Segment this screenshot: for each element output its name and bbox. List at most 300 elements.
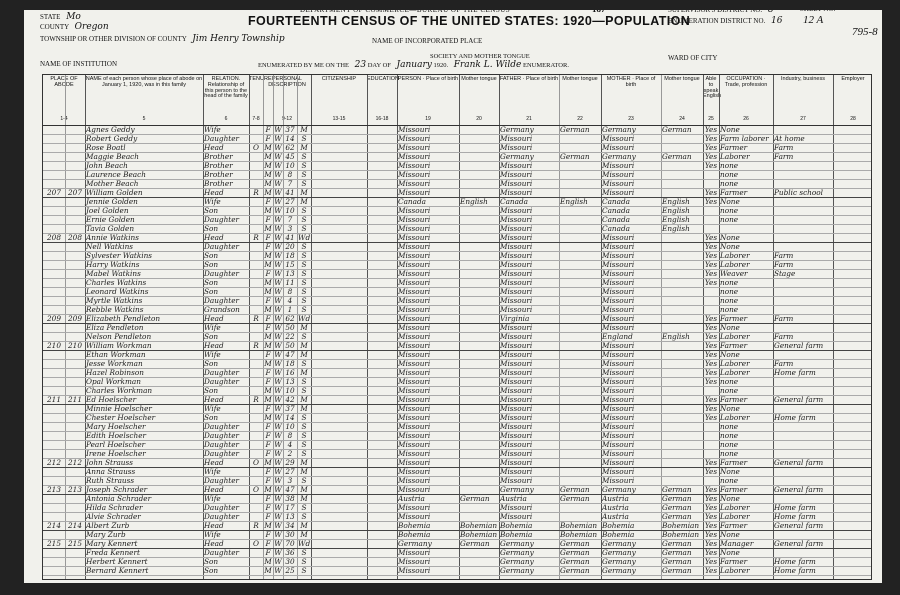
cell-birth: Missouri bbox=[398, 440, 431, 449]
cell-ind bbox=[774, 548, 832, 557]
cell-eng: Yes bbox=[704, 260, 718, 269]
cell-eng bbox=[704, 386, 718, 395]
cell-eng: Yes bbox=[704, 404, 718, 413]
cell-ftongue bbox=[560, 431, 600, 440]
cell-birth: Missouri bbox=[398, 503, 431, 512]
cell-ind bbox=[774, 377, 832, 386]
cell-ind: General farm bbox=[774, 539, 824, 548]
cell-ten: O bbox=[253, 458, 259, 467]
column-header: Employer bbox=[841, 76, 865, 82]
cell-name: Pearl Hoelscher bbox=[86, 440, 146, 449]
cell-occ bbox=[720, 224, 772, 233]
cell-sex: M bbox=[264, 224, 272, 233]
cell-age: 8 bbox=[287, 431, 293, 440]
cell-eng: Yes bbox=[704, 152, 718, 161]
cell-fm bbox=[66, 143, 84, 152]
cell-age: 27 bbox=[285, 467, 295, 476]
cell-age: 10 bbox=[285, 206, 295, 215]
cell-mtongue bbox=[662, 368, 702, 377]
table-row bbox=[43, 305, 873, 314]
cell-ms: S bbox=[301, 260, 307, 269]
cell-occ: Laborer bbox=[720, 413, 750, 422]
cell-name: Eliza Pendleton bbox=[86, 323, 144, 332]
cell-ftongue bbox=[560, 224, 600, 233]
cell-rel: Daughter bbox=[204, 476, 240, 485]
cell-ms: M bbox=[300, 530, 308, 539]
table-row bbox=[43, 206, 873, 215]
cell-mtongue bbox=[662, 377, 702, 386]
cell-ind: Public school bbox=[774, 188, 824, 197]
table-row bbox=[43, 260, 873, 269]
state-label: STATE bbox=[40, 13, 61, 21]
cell-fm: 211 bbox=[68, 395, 82, 404]
table-row bbox=[43, 224, 873, 233]
cell-ind bbox=[774, 431, 832, 440]
cell-dw bbox=[44, 224, 64, 233]
cell-fm bbox=[66, 359, 84, 368]
cell-fbirth: Missouri bbox=[500, 395, 533, 404]
cell-ms: S bbox=[301, 179, 307, 188]
cell-ten bbox=[250, 161, 262, 170]
cell-fm bbox=[66, 206, 84, 215]
cell-ten: R bbox=[253, 314, 259, 323]
cell-birth: Missouri bbox=[398, 476, 431, 485]
cell-tongue bbox=[460, 485, 498, 494]
cell-fbirth: Germany bbox=[500, 125, 534, 134]
cell-ftongue: German bbox=[560, 539, 590, 548]
cell-eng: Yes bbox=[704, 467, 718, 476]
cell-ten: R bbox=[253, 341, 259, 350]
cell-mbirth: Missouri bbox=[602, 467, 635, 476]
cell-ind bbox=[774, 350, 832, 359]
cell-race: W bbox=[274, 404, 282, 413]
cell-eng: Yes bbox=[704, 341, 718, 350]
cell-age: 27 bbox=[285, 197, 295, 206]
cell-dw bbox=[44, 269, 64, 278]
cell-rel: Daughter bbox=[204, 215, 240, 224]
cell-rel: Head bbox=[204, 539, 224, 548]
cell-dw bbox=[44, 242, 64, 251]
cell-fbirth: Germany bbox=[500, 152, 534, 161]
cell-occ: None bbox=[720, 233, 740, 242]
cell-fbirth: Missouri bbox=[500, 161, 533, 170]
cell-birth: Missouri bbox=[398, 431, 431, 440]
county-label: COUNTY bbox=[40, 23, 69, 31]
cell-dw bbox=[44, 548, 64, 557]
cell-birth: Germany bbox=[398, 539, 432, 548]
cell-ms: M bbox=[300, 494, 308, 503]
cell-fbirth: Missouri bbox=[500, 332, 533, 341]
cell-ind bbox=[774, 404, 832, 413]
county-field bbox=[40, 22, 109, 32]
cell-dw bbox=[44, 332, 64, 341]
cell-sex: F bbox=[265, 296, 271, 305]
cell-dw bbox=[44, 161, 64, 170]
cell-race: W bbox=[274, 557, 282, 566]
cell-ten bbox=[250, 476, 262, 485]
cell-eng: Yes bbox=[704, 494, 718, 503]
cell-ms: S bbox=[301, 170, 307, 179]
cell-rel: Son bbox=[204, 278, 219, 287]
cell-ten bbox=[250, 134, 262, 143]
cell-mbirth: Missouri bbox=[602, 179, 635, 188]
cell-sex: M bbox=[264, 143, 272, 152]
cell-tongue bbox=[460, 188, 498, 197]
cell-mtongue bbox=[662, 458, 702, 467]
cell-dw bbox=[44, 152, 64, 161]
cell-ms: M bbox=[300, 323, 308, 332]
cell-name: Minnie Hoelscher bbox=[86, 404, 152, 413]
cell-fm: 210 bbox=[68, 341, 82, 350]
cell-ms: S bbox=[301, 413, 307, 422]
cell-fbirth: Missouri bbox=[500, 251, 533, 260]
cell-occ: none bbox=[720, 386, 739, 395]
cell-eng: Yes bbox=[704, 503, 718, 512]
cell-ftongue: German bbox=[560, 566, 590, 575]
cell-name: Mary Hoelscher bbox=[86, 422, 146, 431]
cell-race: W bbox=[274, 332, 282, 341]
cell-mbirth: Missouri bbox=[602, 395, 635, 404]
column-header: PERSONAL DESCRIPTION bbox=[268, 76, 306, 88]
cell-mbirth: Missouri bbox=[602, 368, 635, 377]
cell-fm bbox=[66, 404, 84, 413]
cell-fbirth: Missouri bbox=[500, 449, 533, 458]
cell-birth: Missouri bbox=[398, 413, 431, 422]
cell-dw: 211 bbox=[47, 395, 61, 404]
cell-birth: Missouri bbox=[398, 512, 431, 521]
cell-mtongue bbox=[662, 440, 702, 449]
cell-ms: S bbox=[301, 422, 307, 431]
cell-mtongue bbox=[662, 314, 702, 323]
cell-occ: Laborer bbox=[720, 260, 750, 269]
cell-rel: Son bbox=[204, 386, 219, 395]
cell-occ: none bbox=[720, 476, 739, 485]
cell-ms: S bbox=[301, 215, 307, 224]
cell-dw bbox=[44, 494, 64, 503]
cell-dw: 212 bbox=[47, 458, 61, 467]
cell-ftongue bbox=[560, 341, 600, 350]
cell-ind: Farm bbox=[774, 152, 794, 161]
cell-rel: Daughter bbox=[204, 449, 240, 458]
cell-mbirth: England bbox=[602, 332, 633, 341]
cell-eng bbox=[704, 170, 718, 179]
cell-eng: Yes bbox=[704, 242, 718, 251]
cell-fbirth: Missouri bbox=[500, 440, 533, 449]
cell-fm bbox=[66, 323, 84, 332]
cell-sex: F bbox=[265, 431, 271, 440]
cell-mtongue bbox=[662, 260, 702, 269]
column-number: 9-12 bbox=[281, 116, 292, 122]
cell-ftongue bbox=[560, 449, 600, 458]
cell-fm bbox=[66, 413, 84, 422]
cell-fbirth: Germany bbox=[500, 557, 534, 566]
cell-fbirth: Missouri bbox=[500, 368, 533, 377]
cell-sex: F bbox=[265, 314, 271, 323]
cell-sex: F bbox=[265, 422, 271, 431]
cell-race: W bbox=[274, 179, 282, 188]
county-value: Oregon bbox=[74, 22, 109, 32]
cell-ms: M bbox=[300, 188, 308, 197]
cell-tongue bbox=[460, 143, 498, 152]
cell-mtongue: English bbox=[662, 224, 690, 233]
cell-occ: None bbox=[720, 323, 740, 332]
cell-name: Agnes Geddy bbox=[86, 125, 135, 134]
cell-occ: None bbox=[720, 467, 740, 476]
cell-fm: 207 bbox=[68, 188, 82, 197]
table-row bbox=[43, 566, 873, 575]
cell-ind: General farm bbox=[774, 521, 824, 530]
cell-ftongue bbox=[560, 350, 600, 359]
cell-fbirth: Bohemia bbox=[500, 521, 533, 530]
cell-ind: General farm bbox=[774, 395, 824, 404]
cell-ten: R bbox=[253, 233, 259, 242]
cell-sex: M bbox=[264, 305, 272, 314]
cell-occ: Farmer bbox=[720, 458, 748, 467]
column-number: 26 bbox=[743, 116, 749, 122]
cell-occ: Farmer bbox=[720, 314, 748, 323]
cell-tongue bbox=[460, 161, 498, 170]
cell-race: W bbox=[274, 260, 282, 269]
cell-sex: F bbox=[265, 512, 271, 521]
table-row bbox=[43, 161, 873, 170]
cell-occ: none bbox=[720, 287, 739, 296]
cell-tongue bbox=[460, 305, 498, 314]
cell-mtongue: German bbox=[662, 548, 692, 557]
cell-ftongue bbox=[560, 314, 600, 323]
cell-sex: F bbox=[265, 323, 271, 332]
cell-name: Charles Watkins bbox=[86, 278, 147, 287]
institution-label: NAME OF INSTITUTION bbox=[40, 60, 117, 68]
cell-fm bbox=[66, 431, 84, 440]
cell-age: 13 bbox=[285, 269, 295, 278]
cell-occ: none bbox=[720, 431, 739, 440]
cell-mbirth: Missouri bbox=[602, 323, 635, 332]
column-header: MOTHER · Place of birth bbox=[606, 76, 656, 88]
cell-eng: Yes bbox=[704, 233, 718, 242]
cell-name: Jennie Golden bbox=[86, 197, 138, 206]
cell-ms: S bbox=[301, 332, 307, 341]
cell-fbirth: Missouri bbox=[500, 359, 533, 368]
cell-rel: Head bbox=[204, 458, 224, 467]
cell-ms: S bbox=[301, 152, 307, 161]
column-number: 24 bbox=[679, 116, 685, 122]
cell-occ: Laborer bbox=[720, 152, 750, 161]
cell-sex: F bbox=[265, 197, 271, 206]
cell-birth: Missouri bbox=[398, 251, 431, 260]
cell-rel: Head bbox=[204, 188, 224, 197]
cell-dw bbox=[44, 143, 64, 152]
township-field bbox=[40, 34, 285, 44]
sheet-stamp: 187 bbox=[592, 4, 606, 14]
cell-rel: Head bbox=[204, 314, 224, 323]
cell-race: W bbox=[274, 377, 282, 386]
cell-tongue bbox=[460, 179, 498, 188]
cell-dw bbox=[44, 404, 64, 413]
cell-name: Ernie Golden bbox=[86, 215, 135, 224]
cell-dw bbox=[44, 467, 64, 476]
cell-mtongue: German bbox=[662, 566, 692, 575]
cell-fbirth: Missouri bbox=[500, 458, 533, 467]
cell-ten bbox=[250, 530, 262, 539]
cell-name: Charles Workman bbox=[86, 386, 153, 395]
cell-fbirth: Missouri bbox=[500, 170, 533, 179]
cell-ms: S bbox=[301, 206, 307, 215]
cell-sex: M bbox=[264, 386, 272, 395]
cell-ind bbox=[774, 278, 832, 287]
cell-ind bbox=[774, 494, 832, 503]
cell-ten bbox=[250, 242, 262, 251]
cell-ten bbox=[250, 359, 262, 368]
cell-occ: None bbox=[720, 404, 740, 413]
cell-ms: S bbox=[301, 251, 307, 260]
cell-birth: Missouri bbox=[398, 377, 431, 386]
cell-tongue bbox=[460, 512, 498, 521]
cell-ms: M bbox=[300, 125, 308, 134]
cell-tongue bbox=[460, 341, 498, 350]
cell-fm: 209 bbox=[68, 314, 82, 323]
cell-age: 34 bbox=[285, 521, 295, 530]
cell-eng bbox=[704, 449, 718, 458]
cell-age: 38 bbox=[285, 494, 295, 503]
cell-name: Ed Hoelscher bbox=[86, 395, 137, 404]
cell-rel: Son bbox=[204, 224, 219, 233]
cell-sex: F bbox=[265, 368, 271, 377]
cell-fm bbox=[66, 566, 84, 575]
cell-tongue bbox=[460, 548, 498, 557]
cell-ftongue bbox=[560, 215, 600, 224]
column-number: 1-4 bbox=[60, 116, 68, 122]
cell-ms: M bbox=[300, 341, 308, 350]
cell-mbirth: Canada bbox=[602, 215, 631, 224]
cell-dw: 214 bbox=[47, 521, 61, 530]
column-header: PLACE OF ABODE bbox=[50, 76, 78, 88]
cell-mbirth: Missouri bbox=[602, 359, 635, 368]
table-row bbox=[43, 323, 873, 332]
cell-name: Hazel Robinson bbox=[86, 368, 144, 377]
cell-ms: S bbox=[301, 503, 307, 512]
cell-dw bbox=[44, 359, 64, 368]
enumerator-label: ENUMERATOR. bbox=[523, 62, 569, 69]
cell-eng: Yes bbox=[704, 314, 718, 323]
table-row bbox=[43, 350, 873, 359]
cell-age: 37 bbox=[285, 404, 295, 413]
state-value: Mo bbox=[66, 12, 81, 22]
cell-mbirth: Germany bbox=[602, 557, 636, 566]
cell-ten bbox=[250, 332, 262, 341]
cell-eng bbox=[704, 431, 718, 440]
cell-name: Edith Hoelscher bbox=[86, 431, 147, 440]
cell-fbirth: Missouri bbox=[500, 323, 533, 332]
cell-ftongue bbox=[560, 188, 600, 197]
cell-tongue bbox=[460, 224, 498, 233]
cell-fbirth: Missouri bbox=[500, 350, 533, 359]
cell-rel: Head bbox=[204, 143, 224, 152]
cell-eng: Yes bbox=[704, 413, 718, 422]
cell-mbirth: Missouri bbox=[602, 431, 635, 440]
cell-race: W bbox=[274, 269, 282, 278]
cell-ten: O bbox=[253, 539, 259, 548]
cell-mtongue bbox=[662, 395, 702, 404]
cell-occ: None bbox=[720, 197, 740, 206]
cell-fm bbox=[66, 278, 84, 287]
cell-tongue bbox=[460, 134, 498, 143]
cell-sex: F bbox=[265, 503, 271, 512]
cell-rel: Daughter bbox=[204, 503, 240, 512]
cell-age: 10 bbox=[285, 161, 295, 170]
cell-ten bbox=[250, 404, 262, 413]
cell-ind: Home farm bbox=[774, 512, 816, 521]
cell-mtongue bbox=[662, 404, 702, 413]
cell-rel: Head bbox=[204, 233, 224, 242]
cell-race: W bbox=[274, 368, 282, 377]
cell-ftongue bbox=[560, 206, 600, 215]
cell-ten bbox=[250, 368, 262, 377]
cell-rel: Brother bbox=[204, 179, 233, 188]
cell-tongue bbox=[460, 404, 498, 413]
cell-name: Nell Watkins bbox=[86, 242, 134, 251]
cell-dw bbox=[44, 368, 64, 377]
cell-ind bbox=[774, 296, 832, 305]
cell-ms: S bbox=[301, 440, 307, 449]
cell-ind: Home farm bbox=[774, 413, 816, 422]
cell-rel: Wife bbox=[204, 197, 221, 206]
cell-mbirth: Germany bbox=[602, 548, 636, 557]
cell-age: 18 bbox=[285, 359, 295, 368]
cell-mtongue: German bbox=[662, 494, 692, 503]
enumerated-month: January bbox=[396, 60, 432, 70]
cell-mbirth: Missouri bbox=[602, 449, 635, 458]
cell-mbirth: Missouri bbox=[602, 242, 635, 251]
cell-ind bbox=[774, 287, 832, 296]
table-row bbox=[43, 215, 873, 224]
cell-ms: S bbox=[301, 449, 307, 458]
cell-ind bbox=[774, 197, 832, 206]
cell-age: 15 bbox=[285, 260, 295, 269]
cell-ind: Home farm bbox=[774, 566, 816, 575]
cell-name: Anna Strauss bbox=[86, 467, 136, 476]
table-row bbox=[43, 413, 873, 422]
supervisor-field bbox=[668, 5, 774, 15]
cell-rel: Head bbox=[204, 341, 224, 350]
cell-eng: Yes bbox=[704, 251, 718, 260]
cell-eng: Yes bbox=[704, 557, 718, 566]
cell-race: W bbox=[274, 386, 282, 395]
cell-age: 16 bbox=[285, 368, 295, 377]
column-number: 27 bbox=[800, 116, 806, 122]
cell-mbirth: Missouri bbox=[602, 287, 635, 296]
cell-mbirth: Missouri bbox=[602, 269, 635, 278]
cell-birth: Missouri bbox=[398, 215, 431, 224]
cell-tongue bbox=[460, 413, 498, 422]
cell-fbirth: Missouri bbox=[500, 305, 533, 314]
cell-race: W bbox=[274, 125, 282, 134]
cell-dw bbox=[44, 449, 64, 458]
cell-ind bbox=[774, 242, 832, 251]
enumeration-district-field bbox=[668, 16, 783, 26]
cell-name: Annie Watkins bbox=[86, 233, 139, 242]
cell-name: Alvie Schrader bbox=[86, 512, 141, 521]
cell-mtongue bbox=[662, 323, 702, 332]
cell-name: John Strauss bbox=[86, 458, 133, 467]
cell-fm bbox=[66, 242, 84, 251]
cell-ftongue bbox=[560, 458, 600, 467]
column-header: TENURE bbox=[249, 76, 272, 82]
cell-mtongue bbox=[662, 467, 702, 476]
cell-ftongue bbox=[560, 278, 600, 287]
cell-tongue: Bohemian bbox=[460, 530, 498, 539]
cell-race: W bbox=[274, 503, 282, 512]
cell-ms: M bbox=[300, 395, 308, 404]
